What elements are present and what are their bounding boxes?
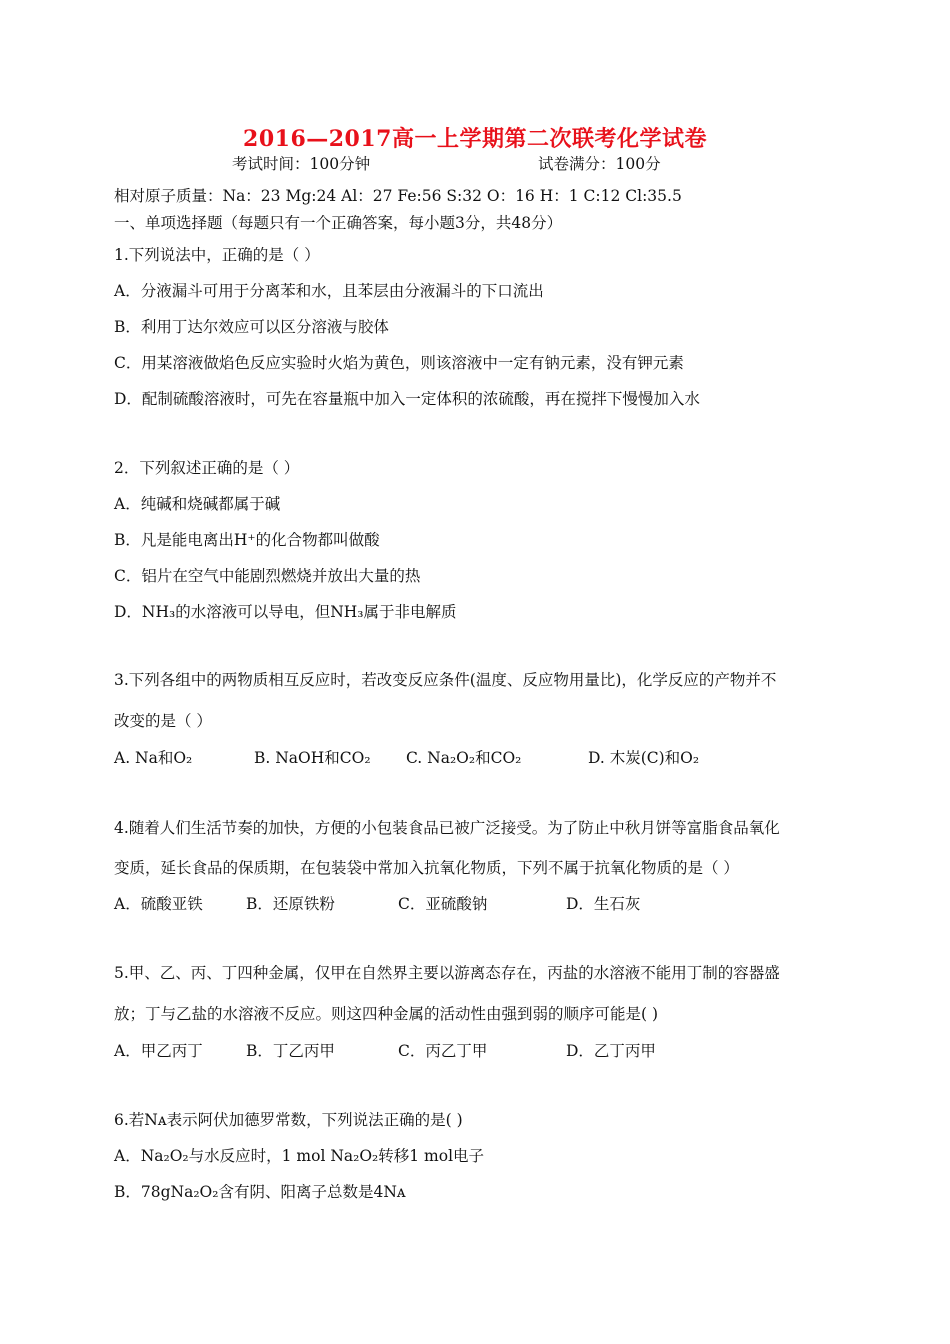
q4-stem-line2: 变质，延长食品的保质期，在包装袋中常加入抗氧化物质，下列不属于抗氧化物质的是（ ） — [114, 859, 739, 877]
q5-option-c: C．丙乙丁甲 — [398, 1042, 488, 1060]
q5-stem-line2: 放；丁与乙盐的水溶液不反应。则这四种金属的活动性由强到弱的顺序可能是( ) — [114, 1005, 659, 1023]
q3-option-d: D. 木炭(C)和O₂ — [588, 749, 700, 767]
q1-option-d: D．配制硫酸溶液时，可先在容量瓶中加入一定体积的浓硫酸，再在搅拌下慢慢加入水 — [114, 390, 700, 408]
q5-option-d: D．乙丁丙甲 — [566, 1042, 656, 1060]
q5-option-a: A．甲乙丙丁 — [114, 1042, 203, 1060]
q6-option-b: B．78gNa₂O₂含有阴、阳离子总数是4Nᴀ — [114, 1183, 406, 1201]
q4-option-a: A．硫酸亚铁 — [114, 895, 203, 913]
q4-stem-line1: 4.随着人们生活节奏的加快，方便的小包装食品已被广泛接受。为了防止中秋月饼等富脂食品氧化 — [114, 819, 780, 837]
q6-option-a: A．Na₂O₂与水反应时，1 mol Na₂O₂转移1 mol电子 — [114, 1147, 485, 1165]
q3-option-b: B. NaOH和CO₂ — [254, 749, 371, 767]
q2-option-c: C．铝片在空气中能剧烈燃烧并放出大量的热 — [114, 567, 421, 585]
q4-option-c: C．亚硫酸钠 — [398, 895, 488, 913]
q5-option-b: B．丁乙丙甲 — [246, 1042, 335, 1060]
q1-option-b: B．利用丁达尔效应可以区分溶液与胶体 — [114, 318, 389, 336]
section-heading: 一、单项选择题（每题只有一个正确答案，每小题3分，共48分） — [114, 214, 563, 232]
q3-option-a: A. Na和O₂ — [114, 749, 193, 767]
exam-time: 考试时间：100分钟 — [232, 155, 371, 173]
q3-stem-line2: 改变的是（ ） — [114, 712, 212, 730]
q4-option-d: D．生石灰 — [566, 895, 641, 913]
q2-option-d: D．NH₃的水溶液可以导电，但NH₃属于非电解质 — [114, 603, 457, 621]
q1-stem: 1.下列说法中，正确的是（ ） — [114, 246, 320, 264]
q1-option-c: C．用某溶液做焰色反应实验时火焰为黄色，则该溶液中一定有钠元素，没有钾元素 — [114, 354, 684, 372]
q3-stem-line1: 3.下列各组中的两物质相互反应时，若改变反应条件(温度、反应物用量比)，化学反应的产物并不 — [114, 671, 777, 689]
q3-options — [114, 748, 699, 768]
q4-options — [114, 894, 640, 914]
q2-option-b: B．凡是能电离出H⁺的化合物都叫做酸 — [114, 531, 380, 549]
full-score: 试卷满分：100分 — [538, 155, 661, 173]
exam-title: 2016—2017高一上学期第二次联考化学试卷 — [243, 126, 707, 152]
atomic-masses: 相对原子质量：Na：23 Mg:24 Al：27 Fe:56 S:32 O：16 H：1 C:12 Cl:35.5 — [114, 187, 682, 205]
q1-option-a: A．分液漏斗可用于分离苯和水，且苯层由分液漏斗的下口流出 — [114, 282, 544, 300]
q4-option-b: B．还原铁粉 — [246, 895, 335, 913]
q5-options — [114, 1041, 656, 1061]
q3-option-c: C. Na₂O₂和CO₂ — [406, 749, 522, 767]
q2-stem: 2．下列叙述正确的是（ ） — [114, 459, 300, 477]
q6-stem: 6.若Nᴀ表示阿伏加德罗常数，下列说法正确的是( ) — [114, 1111, 463, 1129]
q2-option-a: A．纯碱和烧碱都属于碱 — [114, 495, 281, 513]
q5-stem-line1: 5.甲、乙、丙、丁四种金属，仅甲在自然界主要以游离态存在，丙盐的水溶液不能用丁制的容器盛 — [114, 964, 780, 982]
